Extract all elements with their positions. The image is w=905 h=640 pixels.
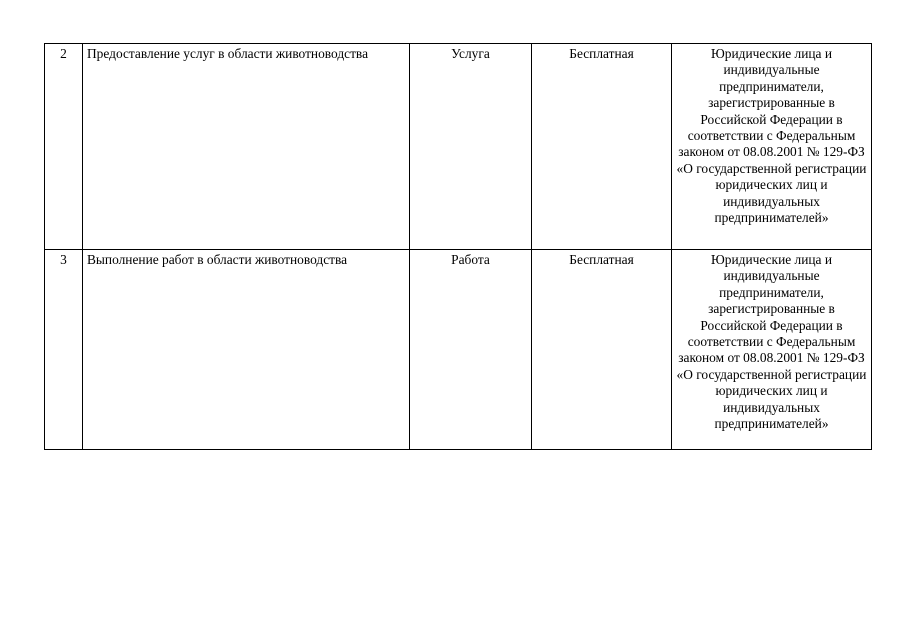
activity-price: Бесплатная (532, 250, 672, 450)
activity-type: Работа (410, 250, 532, 450)
table-row (45, 250, 872, 450)
activity-name: Выполнение работ в области животноводства (83, 250, 410, 450)
table-row (45, 44, 872, 250)
activity-price: Бесплатная (532, 44, 672, 250)
recipients-cell: Юридические лица и индивидуальные предприниматели, зарегистрированные в Российской Федерации в соответствии с Федеральным законом от 08.08.2001 № 129-ФЗ «О государственной регистрации юридических лиц и индивидуальных предпринимателей» (672, 250, 872, 450)
activity-type: Услуга (410, 44, 532, 250)
recipients-cell: Юридические лица и индивидуальные предприниматели, зарегистрированные в Российской Федерации в соответствии с Федеральным законом от 08.08.2001 № 129-ФЗ «О государственной регистрации юридических лиц и индивидуальных предпринимателей» (672, 44, 872, 250)
row-number: 3 (45, 250, 83, 450)
services-table (44, 43, 872, 450)
activity-name: Предоставление услуг в области животноводства (83, 44, 410, 250)
row-number: 2 (45, 44, 83, 250)
